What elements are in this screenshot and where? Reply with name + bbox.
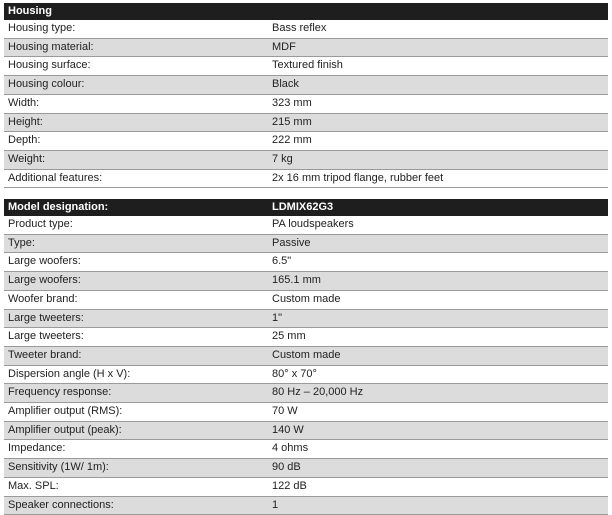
spec-label: Height: (4, 113, 264, 132)
spec-value: 2x 16 mm tripod flange, rubber feet (264, 169, 608, 188)
spec-value: 6.5" (264, 253, 608, 272)
spec-row (4, 94, 608, 113)
spec-value: 1 (264, 496, 608, 515)
spec-row (4, 253, 608, 272)
spec-value: Bass reflex (264, 20, 608, 38)
spec-label: Product type: (4, 216, 264, 234)
spec-label: Impedance: (4, 440, 264, 459)
housing-spec-table (4, 3, 608, 188)
model-spec-table (4, 199, 608, 515)
spec-label: Tweeter brand: (4, 346, 264, 365)
spec-row (4, 169, 608, 188)
spec-label: Large woofers: (4, 272, 264, 291)
spec-label: Frequency response: (4, 384, 264, 403)
spec-label: Housing surface: (4, 57, 264, 76)
spec-row (4, 309, 608, 328)
spec-row (4, 150, 608, 169)
model-spec-body (4, 199, 608, 515)
spec-value: 215 mm (264, 113, 608, 132)
spec-label: Housing type: (4, 20, 264, 38)
model-header-row (4, 199, 608, 216)
housing-header: Housing (4, 3, 608, 20)
spec-value: Black (264, 76, 608, 95)
spec-row (4, 20, 608, 38)
spec-row (4, 477, 608, 496)
spec-value: 1" (264, 309, 608, 328)
spec-row (4, 113, 608, 132)
spec-value: MDF (264, 38, 608, 57)
spec-label: Additional features: (4, 169, 264, 188)
spec-row (4, 132, 608, 151)
spec-value: 90 dB (264, 459, 608, 478)
spec-value: Passive (264, 234, 608, 253)
spec-value: Custom made (264, 290, 608, 309)
spec-value: 7 kg (264, 150, 608, 169)
spec-label: Woofer brand: (4, 290, 264, 309)
spec-label: Width: (4, 94, 264, 113)
spec-label: Max. SPL: (4, 477, 264, 496)
spec-value: 80 Hz – 20,000 Hz (264, 384, 608, 403)
spec-value: 323 mm (264, 94, 608, 113)
spec-label: Dispersion angle (H x V): (4, 365, 264, 384)
spec-label: Housing colour: (4, 76, 264, 95)
spec-value: 140 W (264, 421, 608, 440)
spec-value: 122 dB (264, 477, 608, 496)
housing-spec-body (4, 3, 608, 188)
spec-row (4, 365, 608, 384)
spec-value: 222 mm (264, 132, 608, 151)
spec-row (4, 421, 608, 440)
spec-value: 165.1 mm (264, 272, 608, 291)
model-header-label: Model designation: (4, 199, 264, 216)
spec-row (4, 496, 608, 515)
spec-row (4, 57, 608, 76)
spec-label: Large tweeters: (4, 328, 264, 347)
spec-row (4, 272, 608, 291)
spec-row (4, 38, 608, 57)
spec-row (4, 459, 608, 478)
spec-value: PA loudspeakers (264, 216, 608, 234)
spec-label: Housing material: (4, 38, 264, 57)
spec-label: Amplifier output (peak): (4, 421, 264, 440)
spec-row (4, 234, 608, 253)
spec-label: Large tweeters: (4, 309, 264, 328)
spec-row (4, 328, 608, 347)
spec-label: Weight: (4, 150, 264, 169)
spec-row (4, 216, 608, 234)
spec-row (4, 346, 608, 365)
model-header-value: LDMIX62G3 (264, 199, 608, 216)
spec-value: 25 mm (264, 328, 608, 347)
spec-row (4, 76, 608, 95)
spec-value: Textured finish (264, 57, 608, 76)
spec-row (4, 290, 608, 309)
housing-header-row (4, 3, 608, 20)
spec-value: 80° x 70° (264, 365, 608, 384)
spec-label: Depth: (4, 132, 264, 151)
spec-label: Type: (4, 234, 264, 253)
spec-label: Sensitivity (1W/ 1m): (4, 459, 264, 478)
spec-row (4, 440, 608, 459)
spec-label: Speaker connections: (4, 496, 264, 515)
spec-label: Large woofers: (4, 253, 264, 272)
spec-value: 70 W (264, 403, 608, 422)
spec-label: Amplifier output (RMS): (4, 403, 264, 422)
spec-value: Custom made (264, 346, 608, 365)
spec-row (4, 403, 608, 422)
spec-row (4, 384, 608, 403)
spec-value: 4 ohms (264, 440, 608, 459)
